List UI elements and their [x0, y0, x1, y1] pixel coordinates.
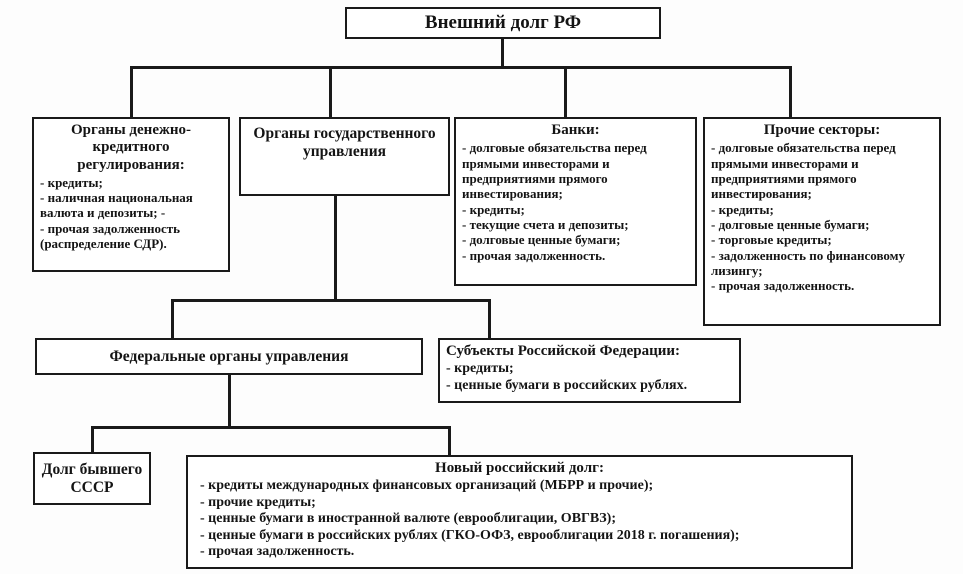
node-title: Банки: [551, 122, 600, 138]
list-item: - наличная национальная валюта и депозиты; - [40, 190, 193, 221]
connector-drop-new-debt [448, 426, 451, 455]
list-item: - кредиты международных финансовых организаций (МБРР и прочие); [200, 478, 654, 494]
list-item: - долговые обязательства перед прямыми инвесторами и предприятиями прямого инвестирования; [711, 140, 896, 202]
connector-level2-bar [130, 66, 792, 69]
node-items [711, 140, 933, 293]
node-items [462, 140, 689, 263]
list-item: - прочая задолженность. [711, 278, 855, 294]
connector-level4-bar [91, 426, 451, 429]
node-other-sectors [703, 117, 941, 326]
list-item: - долговые ценные бумаги; [462, 232, 621, 248]
node-monetary-authorities [32, 117, 230, 272]
node-title: Органы государственного управления [253, 125, 436, 160]
node-title: Долг бывшего СССР [41, 460, 143, 496]
list-item: - кредиты; [462, 201, 525, 217]
node-title: Органы денежно-кредитного регулирования: [71, 122, 191, 173]
node-items [194, 478, 845, 561]
list-item: - ценные бумаги в иностранной валюте (еврооблигации, ОВГВЗ); [200, 511, 616, 527]
list-item: - ценные бумаги в российских рублях (ГКО-ОФЗ, еврооблигации 2018 г. погашения); [200, 527, 740, 543]
connector-drop-banks [564, 66, 567, 117]
connector-level3-bar [171, 299, 491, 302]
node-federal-bodies [35, 338, 423, 375]
node-title: Прочие секторы: [763, 122, 881, 138]
list-item: - кредиты; [40, 174, 103, 190]
node-banks [454, 117, 697, 286]
list-item: - задолженность по финансовому лизингу; [711, 247, 905, 278]
connector-root-stem [501, 39, 504, 68]
list-item: - кредиты; [446, 361, 514, 377]
node-title: Федеральные органы управления [109, 347, 349, 365]
list-item: - прочая задолженность. [462, 247, 606, 263]
list-item: - долговые ценные бумаги; [711, 216, 870, 232]
connector-drop-other-sectors [789, 66, 792, 117]
connector-federal-stem [228, 375, 231, 429]
connector-drop-monetary [130, 66, 133, 117]
node-external-debt [345, 7, 661, 39]
node-title: Внешний долг РФ [424, 12, 582, 33]
connector-drop-ussr-debt [91, 426, 94, 452]
list-item: - торговые кредиты; [711, 232, 832, 248]
node-items [446, 361, 733, 394]
list-item: - долговые обязательства перед прямыми инвесторами и предприятиями прямого инвестирования; [462, 140, 647, 202]
node-items [40, 175, 222, 252]
list-item: - прочая задолженность (распределение СДР). [40, 220, 181, 252]
connector-government-stem [334, 196, 337, 302]
connector-drop-federal [171, 299, 174, 338]
node-title: Новый российский долг: [435, 460, 604, 476]
node-government-bodies [239, 117, 450, 196]
node-rf-subjects [438, 338, 741, 403]
list-item: - ценные бумаги в российских рублях. [446, 377, 688, 393]
list-item: - текущие счета и депозиты; [462, 216, 629, 232]
list-item: - прочая задолженность. [200, 544, 355, 560]
node-title: Субъекты Российской Федерации: [446, 343, 681, 359]
connector-drop-subjects [488, 299, 491, 338]
list-item: - кредиты; [711, 201, 774, 217]
node-ussr-debt [33, 452, 151, 505]
node-new-russian-debt [186, 455, 853, 569]
connector-drop-government [329, 66, 332, 117]
list-item: - прочие кредиты; [200, 494, 316, 510]
